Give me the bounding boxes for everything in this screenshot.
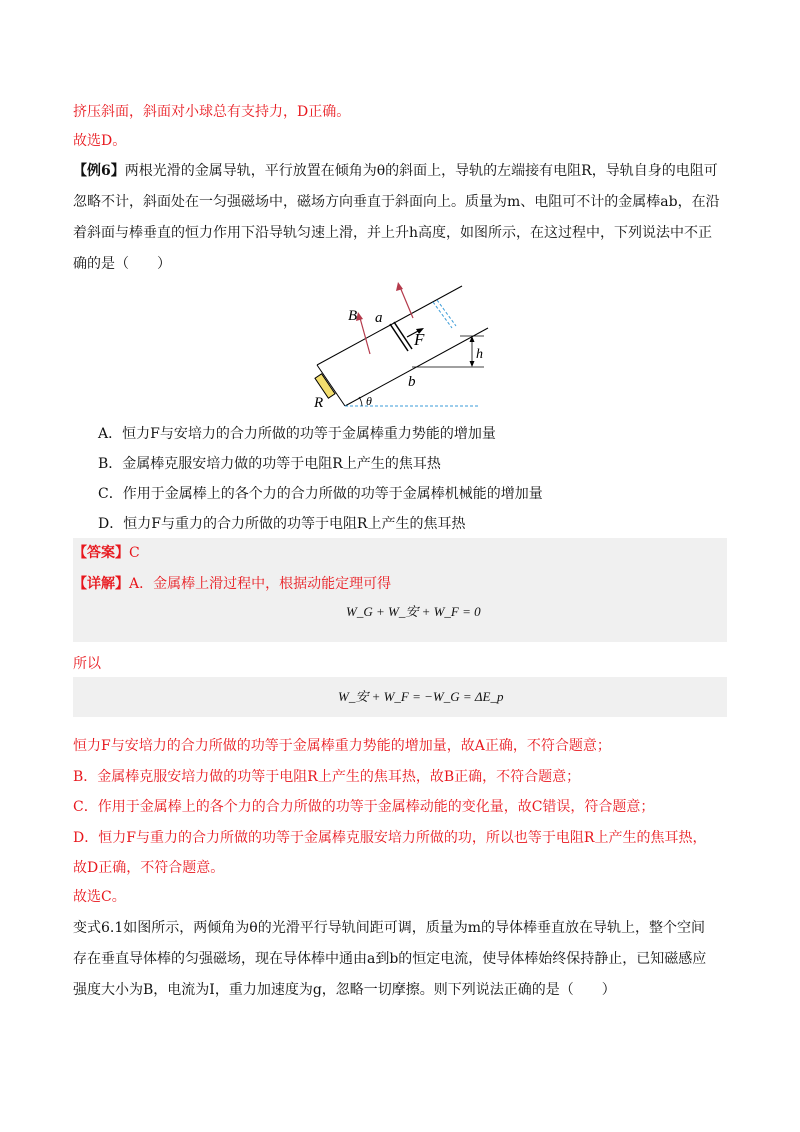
theta-arc [359,397,362,406]
b-field-arrow-2-head [396,282,403,291]
label-R: R [314,395,324,411]
example6-line1 [73,162,718,180]
variant-line2: 存在垂直导体棒的匀强磁场，现在导体棒中通由a到b的恒定电流，使导体棒始终保持静止，已知磁感应 [73,951,707,967]
so-line: 所以 [73,656,101,672]
label-h: h [476,347,483,362]
rod-final-position [433,302,452,328]
choose-line: 故选C。 [73,889,126,905]
prev-solution-line: 挤压斜面，斜面对小球总有支持力，D正确。 [73,104,351,120]
explain-line1: 恒力F与安培力的合力所做的功等于金属棒重力势能的增加量，故A正确，不符合题意； [73,738,611,754]
example6-text1: 两根光滑的金属导轨，平行放置在倾角为θ的斜面上，导轨的左端接有电阻R，导轨自身的电阻可 [124,163,718,179]
answer-line [73,544,140,562]
example6-line3: 着斜面与棒垂直的恒力作用下沿导轨匀速上滑，并上升h高度，如图所示，在这过程中，下列说法中不正 [73,225,713,241]
option-b: B．金属棒克服安培力做的功等于电阻R上产生的焦耳热 [98,456,441,472]
formula-1: W_G + W_安 + W_F = 0 [346,604,481,619]
answer-tag: 【答案】 [73,545,129,561]
explain-line5: 故D正确，不符合题意。 [73,860,225,876]
detail-line [73,575,391,593]
explain-line2: B．金属棒克服安培力做的功等于电阻R上产生的焦耳热，故B正确，不符合题意； [73,769,581,785]
answer-value: C [129,545,140,561]
rod-ab [390,324,408,351]
explain-line3: C．作用于金属棒上的各个力的合力所做的功等于金属棒动能的变化量，故C错误，符合题意； [73,799,655,815]
label-theta: θ [366,394,372,408]
option-a: A．恒力F与安培力的合力所做的功等于金属棒重力势能的增加量 [98,426,496,442]
variant-line1: 变式6.1如图所示，两倾角为θ的光滑平行导轨间距可调，质量为m的导体棒垂直放在导轨上，整个空间 [73,920,705,936]
label-b: b [408,374,416,390]
h-arrow-up-head [470,336,475,342]
detail-text: A．金属棒上滑过程中，根据动能定理可得 [129,576,392,592]
formula-2: W_安 + W_F = −W_G = ΔE_p [338,689,504,704]
upper-rail [317,286,462,365]
variant-line3: 强度大小为B，电流为I，重力加速度为g，忽略一切摩擦。则下列说法正确的是（ ） [73,982,616,998]
option-d: D．恒力F与重力的合力所做的功等于电阻R上产生的焦耳热 [98,516,466,532]
prev-choose-line: 故选D。 [73,133,127,149]
example6-line2: 忽略不计，斜面处在一匀强磁场中，磁场方向垂直于斜面向上。质量为m、电阻可不计的金属棒ab，在沿 [73,194,720,210]
example6-tag: 【例6】 [73,163,125,179]
detail-tag: 【详解】 [73,576,129,592]
h-arrow-down-head [470,361,475,367]
incline-rail-figure [300,278,500,413]
explain-line4: D．恒力F与重力的合力所做的功等于金属棒克服安培力所做的功，所以也等于电阻R上产生的焦耳热， [73,830,707,846]
b-field-arrow-2 [400,287,413,318]
b-field-arrow-1 [360,318,370,354]
rod-final-position-edge [437,300,456,326]
option-c: C．作用于金属棒上的各个力的合力所做的功等于金属棒机械能的增加量 [98,486,543,502]
label-B: B [348,308,358,324]
label-a: a [375,310,383,326]
example6-line4: 确的是（ ） [73,256,171,272]
label-F: F [414,330,425,349]
